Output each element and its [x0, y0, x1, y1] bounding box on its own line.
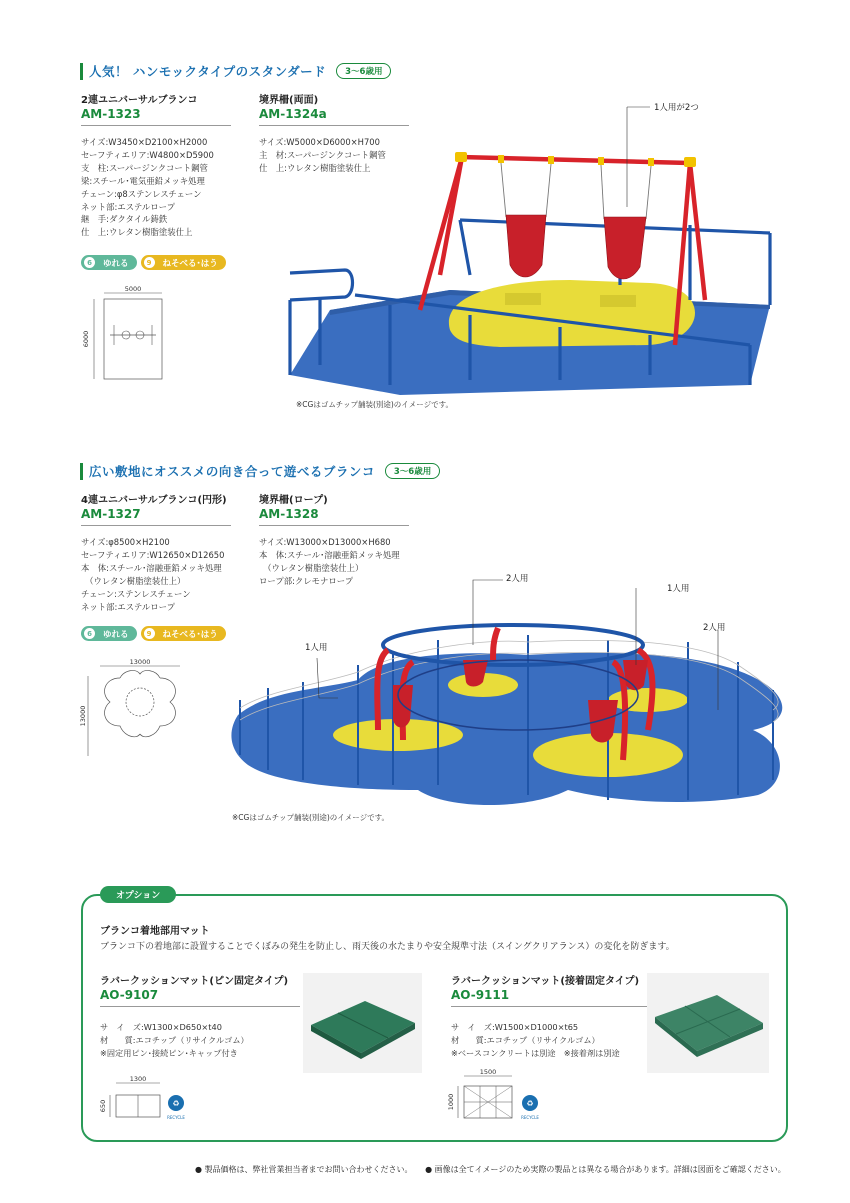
callout-2-person-top: 2人用 [506, 574, 529, 584]
plan-depth-label: 6000 [82, 330, 90, 348]
callout-1-person-right: 1人用 [667, 584, 690, 594]
mat-code: AO-9111 [451, 988, 510, 1002]
ground-blue [231, 653, 782, 805]
mat-specs: サ イ ズ:W1300×D650×t40 材 質:エコチップ（リサイクルゴム） ※固定用ピン･接続ピン･キャップ付き [100, 1022, 249, 1058]
mat-name: ラバークッションマット(接着固定タイプ) [451, 976, 640, 987]
mat-ao9107 [100, 972, 300, 1060]
product-name: 境界柵(両面) [259, 95, 319, 106]
play-tags [81, 626, 226, 641]
recycle-icon [167, 1095, 185, 1120]
tag-swing: 6 ゆれる [81, 626, 137, 641]
section1-title: 人気！ ハンモックタイプのスタンダード [89, 64, 327, 79]
product-specs: サイズ:W13000×D13000×H680 本 体:スチール･溶融亜鉛メッキ処理 （ウレタン樹脂塗装仕上） ロープ部:クレモナロープ [259, 537, 400, 586]
mat2-dim-drawing [448, 1068, 548, 1123]
product-specs: サイズ:φ8500×H2100 セーフティエリア:W12650×D12650 本 体:スチール･溶融亜鉛メッキ処理 （ウレタン樹脂塗装仕上） チェーン:ステンレスチェーン ネット部:エステルロープ [81, 537, 225, 612]
callout-1-person-left: 1人用 [305, 643, 328, 653]
mat2-depth-label: 1000 [447, 1093, 455, 1111]
tag-lie-crawl: 9 ねそべる･はう [141, 626, 226, 641]
section-bar [80, 63, 83, 80]
mat2-photo [647, 973, 769, 1073]
section-bar [80, 463, 83, 480]
mat-specs: サ イ ズ:W1500×D1000×t65 材 質:エコチップ（リサイクルゴム） ※ベースコンクリートは別途 ※接着剤は別途 [451, 1022, 620, 1058]
plan-drawing-1 [80, 285, 170, 385]
options-tab: オプション [100, 886, 176, 903]
footer-notes [195, 1164, 786, 1175]
tag-swing: 6 ゆれる [81, 255, 137, 270]
callout-2-person-right: 2人用 [703, 623, 726, 633]
mat-name: ラバークッションマット(ピン固定タイプ) [100, 976, 289, 987]
divider [259, 525, 409, 526]
footer-note-price: ● 製品価格は、弊社営業担当者までお問い合わせください。 [195, 1165, 413, 1174]
mat1-photo [303, 973, 422, 1073]
divider [100, 1006, 300, 1007]
chains [501, 163, 651, 219]
product-code: AM-1327 [81, 507, 141, 521]
product-am1327 [81, 491, 231, 613]
age-badge: 3〜6歳用 [336, 63, 391, 79]
product-name: 4連ユニバーサルブランコ(円形) [81, 495, 227, 506]
mat2-width-label: 1500 [479, 1068, 497, 1076]
divider [81, 125, 231, 126]
options-desc: ブランコ下の着地部に設置することでくぼみの発生を防止し、雨天後の水たまりや安全規準寸法（スイングクリアランス）の変化を防ぎます。 [100, 942, 675, 952]
product-specs: サイズ:W5000×D6000×H700 主 材:スーパージンクコート鋼管 仕 上:ウレタン樹脂塗装仕上 [259, 137, 386, 173]
product-code: AM-1324a [259, 107, 327, 121]
product-name: 2連ユニバーサルブランコ [81, 95, 198, 106]
ground-yellow [449, 280, 695, 347]
plan-drawing-2 [80, 656, 190, 766]
mat1-dim-drawing [100, 1075, 190, 1125]
product-code: AM-1328 [259, 507, 319, 521]
options-title: ブランコ着地部用マット [100, 926, 210, 937]
plan-width-label: 5000 [124, 285, 142, 293]
svg-text:♻: ♻ [172, 1099, 180, 1108]
section1-header [80, 62, 391, 80]
mat1-width-label: 1300 [129, 1075, 147, 1083]
play-tags [81, 255, 226, 270]
cg-note-2: ※CGはゴムチップ舗装(別途)のイメージです。 [232, 813, 389, 822]
mat-code: AO-9107 [100, 988, 159, 1002]
mat1-depth-label: 650 [99, 1099, 107, 1113]
svg-text:RECYCLE: RECYCLE [521, 1115, 539, 1120]
age-badge: 3〜6歳用 [385, 463, 440, 479]
callout-1: 1人用が2つ [654, 103, 699, 113]
product-am1323 [81, 91, 231, 239]
swing-illustration-1 [270, 95, 780, 400]
svg-text:RECYCLE: RECYCLE [167, 1115, 185, 1120]
swing-illustration-2 [228, 570, 798, 830]
recycle-icon [521, 1095, 539, 1120]
cg-note-1: ※CGはゴムチップ舗装(別途)のイメージです。 [296, 400, 453, 409]
section2-header [80, 462, 440, 480]
product-name: 境界柵(ロープ) [259, 495, 328, 506]
mat-ao9111 [451, 972, 651, 1060]
svg-text:♻: ♻ [526, 1099, 534, 1108]
divider [451, 1006, 651, 1007]
divider [81, 525, 231, 526]
plan-depth-label: 13000 [79, 705, 87, 727]
footer-note-image: ● 画像は全てイメージのため実際の製品とは異なる場合があります。詳細は図面をご確認ください。 [425, 1165, 786, 1174]
product-code: AM-1323 [81, 107, 141, 121]
section2-title: 広い敷地にオススメの向き合って遊べるブランコ [89, 464, 375, 479]
plan-width-label: 13000 [129, 658, 151, 666]
product-specs: サイズ:W3450×D2100×H2000 セーフティエリア:W4800×D5900 支 柱:スーパージンクコート鋼管 梁:スチール･電気亜鉛メッキ処理 チェーン:φ8ステンレスチェーン ネット部:エステルロープ 継 手:ダクタイル鋳鉄 仕 上:ウレタン樹脂塗装仕上 [81, 137, 214, 238]
tag-lie-crawl: 9 ねそべる･はう [141, 255, 226, 270]
